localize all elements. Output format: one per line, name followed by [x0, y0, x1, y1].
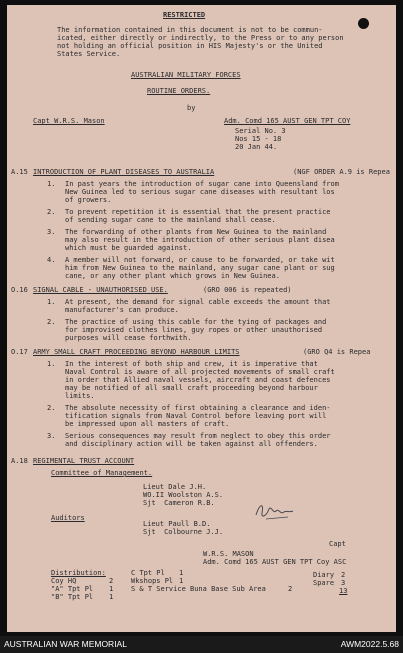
para-number: 2.: [47, 318, 56, 326]
section-reference: (NGF ORDER A.9 is Repea: [293, 168, 390, 176]
section-heading: ARMY SMALL CRAFT PROCEEDING BEYOND HARBOUR LIMITS: [33, 348, 240, 356]
para-line: The practice of using this cable for the tying of packages and: [65, 318, 327, 326]
section-number: A.15: [11, 168, 28, 176]
archive-footer: [0, 636, 403, 653]
section-heading: REGIMENTAL TRUST ACCOUNT: [33, 457, 135, 465]
para-line: The absolute necessity of first obtaining a clearance and iden-: [65, 404, 331, 412]
para-line: Serious consequences may result from neglect to obey this order: [65, 432, 331, 440]
para-number: 1.: [47, 298, 56, 306]
para-line: him from New Guinea to the mainland, any sugar cane plant or sug: [65, 264, 335, 272]
section-number: O.16: [11, 286, 28, 294]
para-number: 1.: [47, 180, 56, 188]
archive-reference: AWM2022.5.68: [340, 639, 399, 649]
distribution-count: 1: [179, 577, 184, 585]
distribution-count: 1: [179, 569, 184, 577]
section-number: O.17: [11, 348, 28, 356]
distribution-recipient: Diary: [313, 571, 335, 579]
section-heading: INTRODUCTION OF PLANT DISEASES TO AUSTRALIA: [33, 168, 215, 176]
notice-line-3: not holding an official position in HIS Majesty's or the United: [57, 42, 323, 50]
auditors-label: Auditors: [51, 514, 85, 522]
punch-hole: [358, 18, 369, 29]
para-line: Naval Control is aware of all projected movements of small craft: [65, 368, 335, 376]
para-line: of growers.: [65, 196, 112, 204]
signature-rank: Capt: [329, 540, 346, 548]
para-line: purposes will cease forthwith.: [65, 334, 192, 342]
para-line: in order that Allied naval vessels, aircraft and coast defences: [65, 376, 331, 384]
distribution-count: 3: [341, 579, 346, 587]
signatory-name: W.R.S. MASON: [203, 550, 254, 558]
distribution-count: 2: [341, 571, 346, 579]
notice-line-4: States Service.: [57, 50, 121, 58]
auditor: Lieut Paull B.D.: [143, 520, 211, 528]
distribution-count: 1: [109, 585, 114, 593]
serial-number: Serial No. 3: [235, 127, 286, 135]
distribution-recipient: C Tpt Pl: [131, 569, 165, 577]
section-reference: (GRO Q4 is Repea: [303, 348, 371, 356]
para-line: New Guinea led to serious sugar cane diseases with resultant los: [65, 188, 335, 196]
by-label: by: [187, 104, 196, 112]
section-reference: (GRO 006 is repeated): [203, 286, 292, 294]
para-number: 3.: [47, 432, 56, 440]
committee-member: Sjt Cameron R.B.: [143, 499, 215, 507]
para-line: may be notified of all small craft proceeding beyond harbour: [65, 384, 318, 392]
distribution-label: Distribution:: [51, 569, 106, 577]
para-line: In the interest of both ship and crew, it is imperative that: [65, 360, 318, 368]
committee-member: WO.II Woolston A.S.: [143, 491, 224, 499]
distribution-count: 2: [288, 585, 293, 593]
para-line: be impressed upon all masters of craft.: [65, 420, 230, 428]
issuing-unit: Adm. Comd 165 AUST GEN TPT COY: [224, 117, 351, 125]
section-heading: SIGNAL CABLE - UNAUTHORISED USE.: [33, 286, 168, 294]
distribution-recipient: Wkshops Pl: [131, 577, 174, 585]
auditor: Sjt Colbourne J.J.: [143, 528, 224, 536]
para-line: which must be guarded against.: [65, 244, 192, 252]
document-type: ROUTINE ORDERS.: [147, 87, 211, 95]
signatory-unit: Adm. Comd 165 AUST GEN TPT Coy ASC: [203, 558, 347, 566]
para-line: and disciplinary action will be taken against all offenders.: [65, 440, 318, 448]
notice-line-1: The information contained in this document is not to be commun-: [57, 26, 323, 34]
document-page: [7, 5, 396, 632]
para-line: may also result in the introduction of other serious plant disea: [65, 236, 335, 244]
handwritten-signature: [252, 499, 296, 523]
para-line: A member will not forward, or cause to be forwarded, or take wit: [65, 256, 335, 264]
para-number: 2.: [47, 208, 56, 216]
para-number: 4.: [47, 256, 56, 264]
distribution-total: 13: [339, 587, 348, 595]
classification-label: RESTRICTED: [163, 11, 206, 19]
para-line: cane, or any other plant which grows in New Guinea.: [65, 272, 280, 280]
para-line: of sending sugar cane to the mainland shall cease.: [65, 216, 276, 224]
notice-line-2: icated, either directly or indirectly, to the Press or to any person: [57, 34, 344, 42]
distribution-recipient: "B" Tpt Pl: [51, 593, 94, 601]
committee-member: Lieut Dale J.H.: [143, 483, 207, 491]
distribution-count: 1: [109, 593, 114, 601]
para-line: In past years the introduction of sugar cane into Queensland from: [65, 180, 339, 188]
para-number: 3.: [47, 228, 56, 236]
distribution-recipient: Coy HQ: [51, 577, 77, 585]
para-number: 1.: [47, 360, 56, 368]
para-line: for improvised clothes lines, guy ropes or other unauthorised: [65, 326, 323, 334]
para-line: The forwarding of other plants from New Guinea to the mainland: [65, 228, 327, 236]
para-line: manufacturer's can produce.: [65, 306, 179, 314]
distribution-recipient: "A" Tpt Pl: [51, 585, 94, 593]
para-line: At present, the demand for signal cable exceeds the amount that: [65, 298, 331, 306]
distribution-recipient: S & T Service Buna Base Sub Area: [131, 585, 266, 593]
para-line: To prevent repetition it is essential that the present practice: [65, 208, 331, 216]
order-numbers: Nos 15 - 18: [235, 135, 282, 143]
committee-label: Committee of Management.: [51, 469, 153, 477]
force-title: AUSTRALIAN MILITARY FORCES: [131, 71, 241, 79]
archive-name: AUSTRALIAN WAR MEMORIAL: [4, 639, 127, 649]
distribution-count: 2: [109, 577, 114, 585]
section-number: A.18: [11, 457, 28, 465]
para-line: limits.: [65, 392, 95, 400]
issuing-officer: Capt W.R.S. Mason: [33, 117, 105, 125]
order-date: 20 Jan 44.: [235, 143, 278, 151]
para-number: 2.: [47, 404, 56, 412]
para-line: tification signals from Naval Control before leaving port will: [65, 412, 327, 420]
distribution-recipient: Spare: [313, 579, 335, 587]
